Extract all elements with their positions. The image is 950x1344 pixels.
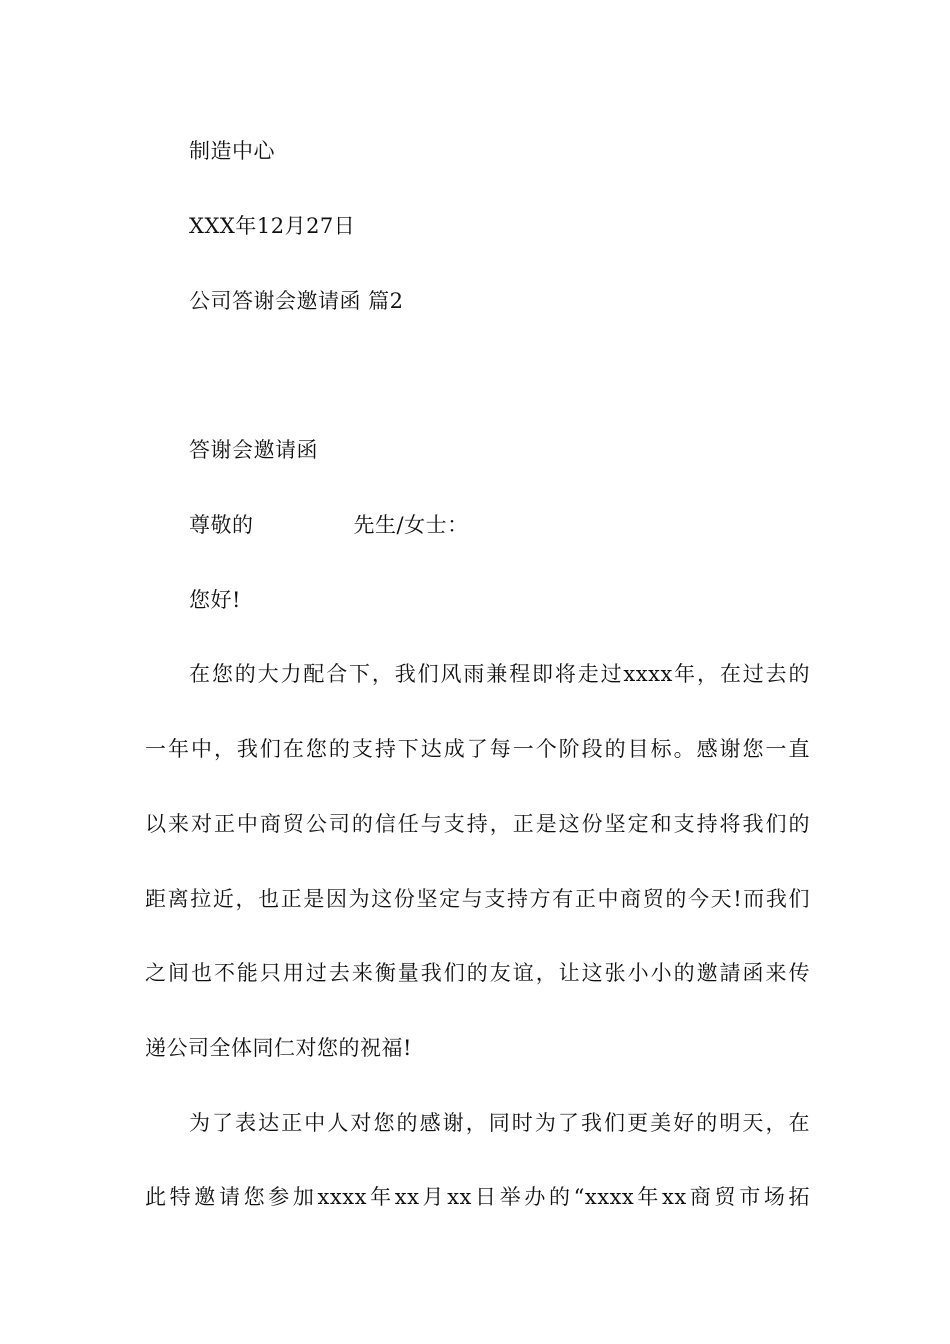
paragraph1-line: 距离拉近，也正是因为这份坚定与支持方有正中商贸的今天!而我们 bbox=[145, 887, 810, 911]
paragraph2-line: 此特邀请您参加xxxx年xx月xx日举办的“xxxx年xx商贸市场拓 bbox=[145, 1185, 810, 1209]
paragraph1-line: 在您的大力配合下，我们风雨兼程即将走过xxxx年，在过去的 bbox=[189, 662, 810, 686]
signature-org: 制造中心 bbox=[189, 139, 275, 163]
paragraph2-line: 为了表达正中人对您的感谢，同时为了我们更美好的明天，在 bbox=[189, 1111, 810, 1135]
paragraph1-line: 一年中，我们在您的支持下达成了每一个阶段的目标。感谢您一直 bbox=[145, 737, 810, 761]
salutation-suffix: 先生/女士： bbox=[353, 513, 469, 537]
letter-title: 答谢会邀请函 bbox=[189, 438, 318, 462]
paragraph1-line: 递公司全体同仁对您的祝福! bbox=[145, 1036, 412, 1060]
greeting: 您好! bbox=[189, 588, 241, 612]
section-title: 公司答谢会邀请函 篇2 bbox=[189, 289, 404, 313]
paragraph1-line: 之间也不能只用过去来衡量我们的友谊，让这张小小的邀請函来传 bbox=[145, 961, 810, 985]
salutation-prefix: 尊敬的 bbox=[189, 513, 254, 537]
paragraph1-line: 以来对正中商贸公司的信任与支持，正是这份坚定和支持将我们的 bbox=[145, 812, 810, 836]
salutation bbox=[189, 510, 469, 540]
signature-date: XXX年12月27日 bbox=[189, 214, 356, 238]
